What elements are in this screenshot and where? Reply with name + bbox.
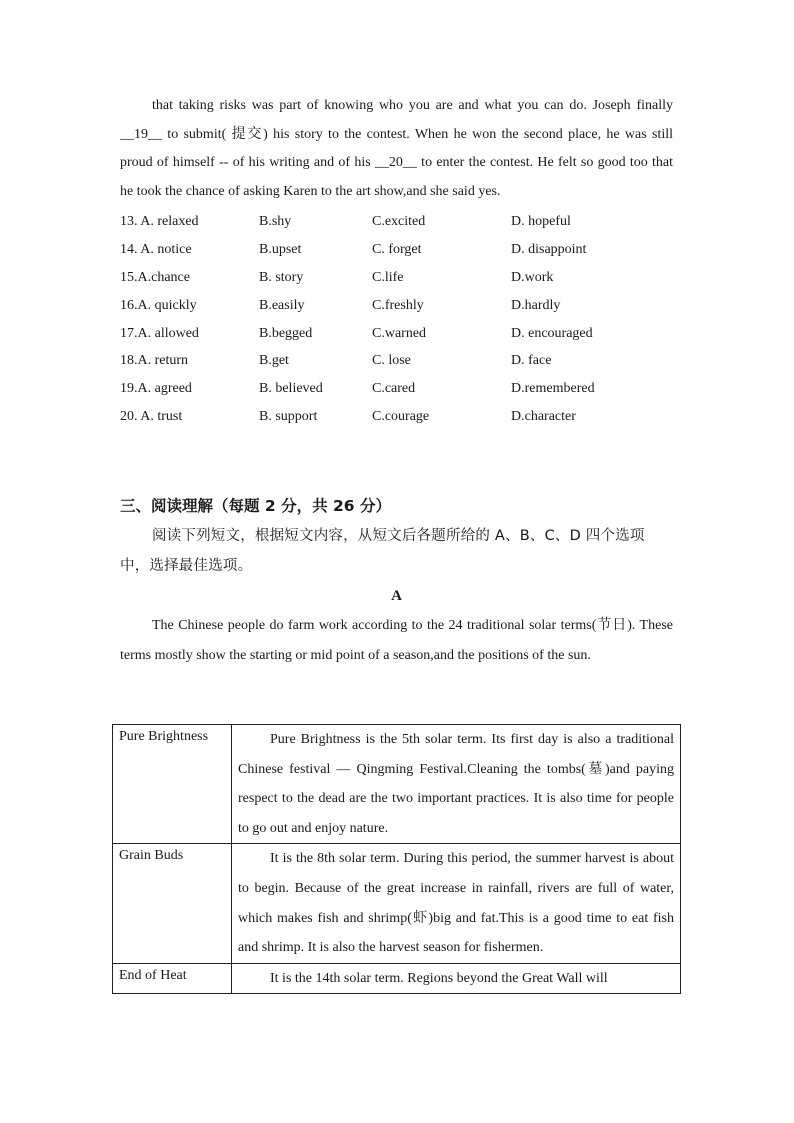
option-d: D.work: [511, 269, 554, 285]
option-b: B.shy: [259, 214, 292, 230]
option-c: C.life: [372, 269, 404, 285]
solar-terms-table: [112, 724, 681, 994]
option-row: [120, 347, 673, 375]
option-d: D.hardly: [511, 297, 561, 313]
passage-letter: A: [391, 587, 402, 604]
term-name: Grain Buds: [113, 844, 232, 963]
option-b: B. support: [259, 408, 318, 424]
table-row: [113, 963, 681, 994]
section-instructions: 阅读下列短文，根据短文内容，从短文后各题所给的 A、B、C、D 四个选项中，选择最佳选项。: [120, 527, 645, 574]
option-row: [120, 403, 673, 431]
option-row: [120, 208, 673, 236]
term-name: Pure Brightness: [113, 725, 232, 844]
option-c: C.freshly: [372, 297, 424, 313]
table-row: [113, 844, 681, 963]
option-b: B.easily: [259, 297, 305, 313]
option-row: [120, 375, 673, 403]
option-row: [120, 236, 673, 264]
option-d: D.character: [511, 408, 576, 424]
passage-intro: The Chinese people do farm work according to the 24 traditional solar terms(节日). These terms mostly show the starting or mid point of a season,and the positions of the sun.: [120, 617, 673, 664]
option-b: B. believed: [259, 381, 323, 397]
option-d: D.remembered: [511, 381, 595, 397]
section-title: 三、阅读理解（每题 2 分，共 26 分）: [120, 496, 391, 515]
option-a: 16.A. quickly: [120, 297, 197, 313]
option-a: 17.A. allowed: [120, 325, 199, 341]
option-d: D. face: [511, 353, 552, 369]
table-row: [113, 725, 681, 844]
option-a: 18.A. return: [120, 353, 189, 369]
option-row: [120, 292, 673, 320]
term-name: End of Heat: [113, 963, 232, 994]
option-a: 15.A.chance: [120, 269, 190, 285]
option-d: D. disappoint: [511, 242, 587, 258]
option-b: B.get: [259, 353, 289, 369]
option-row: [120, 264, 673, 292]
term-description: Pure Brightness is the 5th solar term. Its first day is also a traditional Chinese festival — Qingming Festival.Cleaning the tombs(墓)and paying respect to the dead are the two important practices. It is also time for people to go out and enjoy nature.: [232, 725, 681, 844]
option-b: B.begged: [259, 325, 313, 341]
option-a: 14. A. notice: [120, 242, 192, 258]
option-row: [120, 320, 673, 348]
term-description: It is the 8th solar term. During this period, the summer harvest is about to begin. Because of the great increase in rainfall, rivers are full of water, which makes fish and shrimp(虾)big and fat.This is a good time to eat fish and shrimp. It is also the harvest season for fishermen.: [232, 844, 681, 963]
option-a: 20. A. trust: [120, 408, 183, 424]
option-c: C.warned: [372, 325, 427, 341]
option-d: D. encouraged: [511, 325, 593, 341]
document-page: [120, 92, 673, 672]
option-c: C. lose: [372, 353, 411, 369]
option-b: B.upset: [259, 242, 302, 258]
option-b: B. story: [259, 269, 304, 285]
term-description: It is the 14th solar term. Regions beyond the Great Wall will: [232, 963, 681, 994]
option-c: C.courage: [372, 408, 430, 424]
option-a: 13. A. relaxed: [120, 214, 199, 230]
option-c: C. forget: [372, 242, 422, 258]
option-c: C.cared: [372, 381, 416, 397]
option-a: 19.A. agreed: [120, 381, 192, 397]
passage-paragraph: that taking risks was part of knowing who you are and what you can do. Joseph finally __19__ to submit( 提交) his story to the contest. When he won the second place, he was still proud of himself -- of his writing and of his __20__ to enter the contest. He felt so good too that he took the chance of asking Karen to the art show,and she said yes.: [120, 98, 673, 199]
options-list: [120, 208, 673, 430]
option-d: D. hopeful: [511, 214, 571, 230]
option-c: C.excited: [372, 214, 426, 230]
